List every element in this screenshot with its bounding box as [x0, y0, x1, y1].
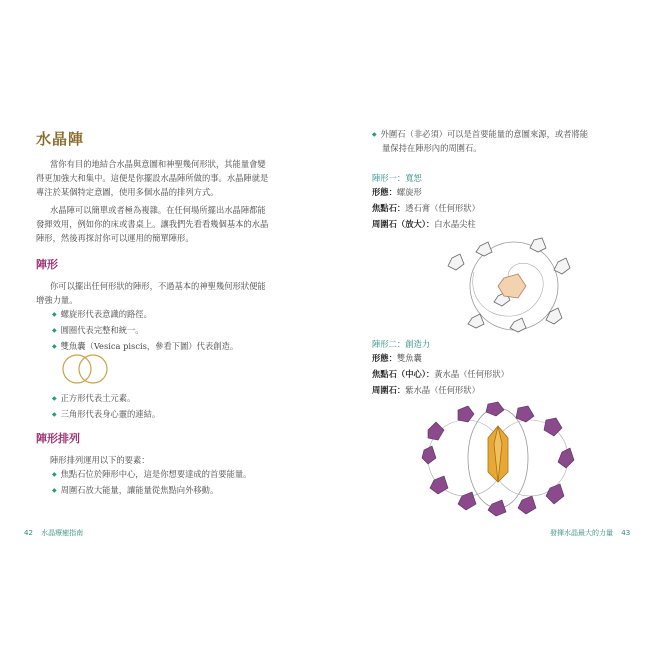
grid-spec-line: 形態：雙魚囊 — [372, 353, 422, 363]
forgiveness-grid-illustration — [438, 234, 588, 334]
paragraph-line: 發揮效用，例如你的床或書桌上。讓我們先看看幾個基本的水晶 — [36, 219, 269, 229]
page-footer-right — [550, 528, 630, 538]
list-item: ◆ 圓圈代表完整和統一。 — [52, 324, 144, 338]
right-page — [328, 0, 655, 655]
creativity-grid-illustration — [418, 400, 578, 518]
paragraph-line: 得更加強大和集中。這便是你擺設水晶陣所做的事。水晶陣就是 — [36, 173, 269, 183]
paragraph-line: 你可以擺出任何形狀的陣形，不過基本的神聖幾何形狀便能 — [50, 281, 266, 291]
list-item: ◆ 雙魚囊（Vesica piscis，參看下圖）代表創造。 — [52, 340, 238, 354]
list-item: ◆ 正方形代表土元素。 — [52, 392, 135, 406]
page-number: 42 — [24, 529, 33, 537]
grid-spec-line: 周圍石：紫水晶（任何形狀） — [372, 385, 480, 395]
list-item: ◆ 外圍石（非必須）可以是首要能量的意圖來源，或者將能 — [372, 128, 588, 142]
paragraph-line: 陣形排列運用以下的要素： — [50, 455, 150, 465]
list-item: ◆ 螺旋形代表意識的路徑。 — [52, 308, 152, 322]
section-heading-arrangement: 陣形排列 — [36, 432, 80, 445]
section-heading-shape: 陣形 — [36, 258, 58, 271]
grid-heading-creativity: 陣形二：創造力 — [372, 339, 431, 349]
running-title: 水晶療癒指南 — [41, 529, 84, 537]
grid-spec-line: 焦點石：透石膏（任何形狀） — [372, 203, 480, 213]
left-page — [0, 0, 327, 655]
page-number: 43 — [621, 529, 631, 537]
page-footer-left — [24, 528, 83, 538]
list-item: ◆ 焦點石位於陣形中心，這是你想要達成的首要能量。 — [52, 468, 251, 482]
list-item: ◆ 周圍石放大能量，讓能量從焦點向外移動。 — [52, 484, 218, 498]
list-item: ◆ 三角形代表身心靈的連結。 — [52, 408, 160, 422]
grid-spec-line: 周圍石（放大）：白水晶尖柱 — [372, 219, 476, 229]
grid-heading-forgiveness: 陣形一：寬恕 — [372, 173, 422, 183]
grid-spec-line: 焦點石（中心）：黃水晶（任何形狀） — [372, 369, 509, 379]
paragraph-line: 專注於某個特定意圖，使用多個水晶的排列方式。 — [36, 187, 219, 197]
paragraph-line: 水晶陣可以簡單或者極為複雜。在任何場所擺出水晶陣都能 — [50, 205, 266, 215]
page-title: 水晶陣 — [36, 130, 85, 148]
vesica-piscis-diagram — [56, 352, 116, 386]
grid-spec-line: 形態：螺旋形 — [372, 187, 422, 197]
paragraph-line: 量保持在陣形內的周圍石。 — [382, 143, 482, 153]
paragraph-line: 當你有目的地結合水晶與意圖和神聖幾何形狀，其能量會變 — [50, 159, 266, 169]
paragraph-line: 陣形，然後再探討你可以運用的簡單陣形。 — [36, 233, 194, 243]
paragraph-line: 增強力量。 — [36, 295, 78, 305]
running-title: 發揮水晶最大的力量 — [550, 529, 613, 537]
